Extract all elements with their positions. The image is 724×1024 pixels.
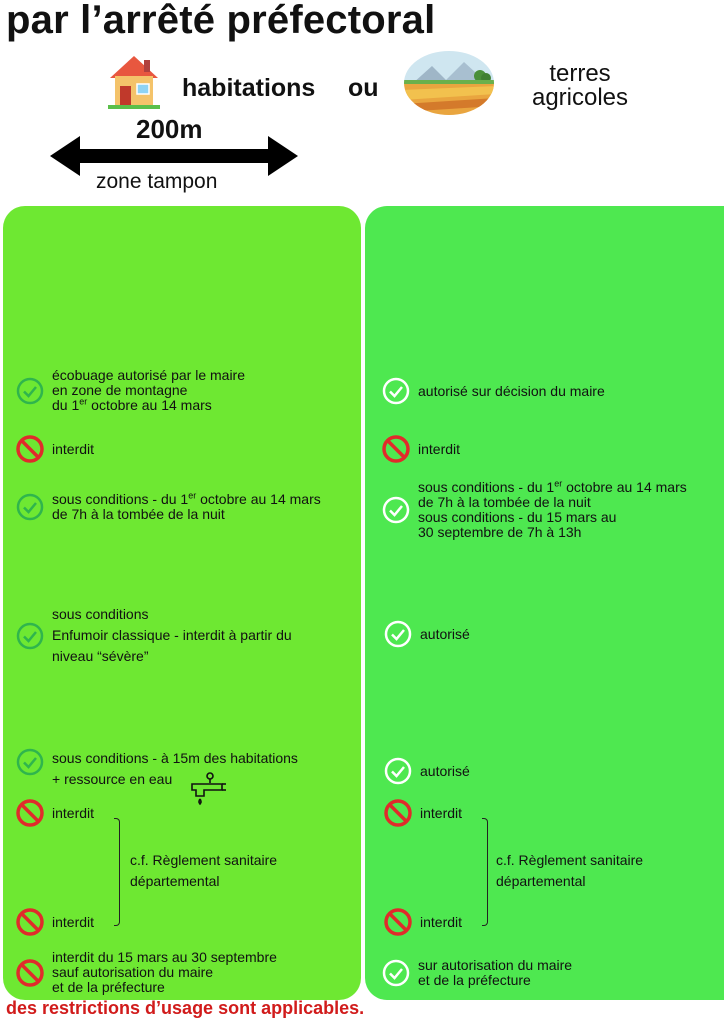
legend-terres-line1: terres (549, 60, 611, 87)
right-row-autorisation-maire: sur autorisation du maire et de la préfecture (382, 958, 572, 988)
legend-habitations: habitations (182, 74, 316, 102)
check-circle-icon (16, 748, 44, 776)
water-tap-icon (190, 770, 228, 808)
forbidden-icon (384, 908, 412, 936)
forbidden-icon (382, 435, 410, 463)
left-row-ecobuage (16, 368, 245, 413)
check-circle-icon (16, 622, 44, 650)
left-row-interdit-periode: interdit du 15 mars au 30 septembre sauf autorisation du maire et de la préfecture (16, 950, 277, 995)
check-circle-icon (384, 620, 412, 648)
right-row-decision-maire: autorisé sur décision du maire (382, 377, 605, 405)
right-row-autorise-2: autorisé (384, 757, 470, 785)
right-row-autorise-1: autorisé (384, 620, 470, 648)
right-row-interdit-1: interdit (382, 435, 460, 463)
right-bracket (482, 818, 488, 926)
farm-fields-icon (402, 50, 496, 116)
legend-or: ou (348, 74, 379, 102)
check-circle-icon (382, 377, 410, 405)
forbidden-icon (384, 799, 412, 827)
check-circle-icon (16, 377, 44, 405)
left-row-interdit-1: interdit (16, 435, 94, 463)
left-row-conditions-1: sous conditions - du 1er octobre au 14 mars de 7h à la tombée de la nuit (16, 492, 321, 522)
forbidden-icon (16, 908, 44, 936)
legend-terres-line2: agricoles (531, 84, 629, 111)
right-row-conditions: sous conditions - du 1er octobre au 14 mars de 7h à la tombée de la nuit sous conditions - du 15 mars au 30 septembre de 7h à 13h (382, 480, 687, 540)
footer-restrictions: des restrictions d’usage sont applicables. (6, 998, 365, 1018)
left-row-ecobuage-text: écobuage autorisé par le maire en zone de montagne du 1er octobre au 14 mars (52, 367, 246, 413)
page-title: par l’arrêté préfectoral (6, 0, 436, 42)
left-note-reglement: c.f. Règlement sanitaire départemental (130, 852, 278, 889)
left-row-interdit-2: interdit (16, 799, 94, 827)
check-circle-icon (384, 757, 412, 785)
right-note-reglement: c.f. Règlement sanitaire départemental (496, 852, 644, 889)
forbidden-icon (16, 799, 44, 827)
left-row-habitations-15m: sous conditions - à 15m des habitations + ressource en eau (16, 748, 298, 790)
forbidden-icon (16, 435, 44, 463)
zone-tampon-label: zone tampon (92, 170, 221, 194)
left-row-enfumoir: sous conditions Enfumoir classique - interdit à partir du niveau “sévère” (16, 604, 292, 667)
distance-label: 200m (136, 114, 203, 144)
legend-terres-agricoles (520, 62, 640, 110)
left-row-interdit-3: interdit (16, 908, 94, 936)
forbidden-icon (16, 959, 44, 987)
check-circle-icon (382, 496, 410, 524)
left-bracket (114, 818, 120, 926)
right-row-interdit-2: interdit (384, 799, 462, 827)
house-icon (104, 52, 164, 112)
check-circle-icon (16, 493, 44, 521)
check-circle-icon (382, 959, 410, 987)
right-row-interdit-3: interdit (384, 908, 462, 936)
